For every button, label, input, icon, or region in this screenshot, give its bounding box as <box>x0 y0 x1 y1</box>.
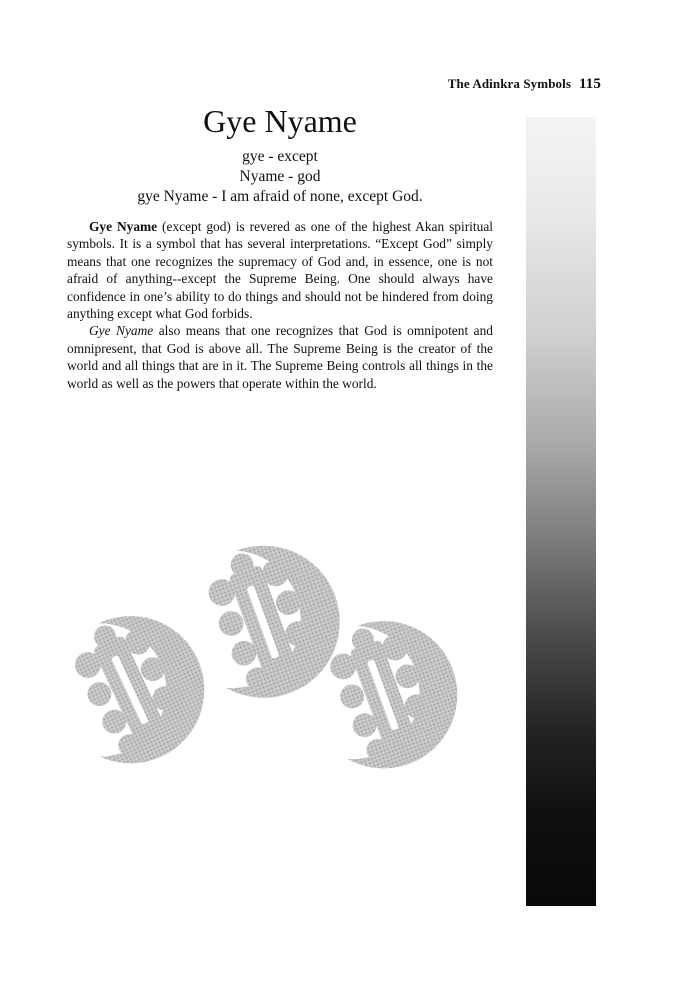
etymology-block <box>60 147 500 207</box>
body-text <box>67 218 493 392</box>
paragraph <box>67 322 493 392</box>
gye-nyame-symbol-icon <box>183 530 361 713</box>
gradient-side-bar <box>526 117 596 906</box>
page-title: Gye Nyame <box>203 103 357 139</box>
paragraph-lead: Gye Nyame <box>89 323 154 339</box>
gye-nyame-symbol-icon <box>49 592 229 780</box>
paragraph-lead: Gye Nyame <box>89 219 158 234</box>
running-title: The Adinkra Symbols <box>447 76 572 91</box>
paragraph <box>67 218 493 322</box>
page-number: 115 <box>579 76 601 92</box>
etymology-line: gye - except <box>242 148 318 165</box>
etymology-line: Nyame - god <box>239 168 321 185</box>
paragraph-text: (except god) is revered as one of the highest Akan spiritual symbols. It is a symbol that has several interpretations. “Except God” simply means that one recognizes the supremacy of God and, in essence, one is not afraid of anything--except the Supreme Being. One should always have confidence in one’s ability to do things and should not be hindered from doing anything except what God forbids. <box>67 219 493 322</box>
etymology-line: gye Nyame - I am afraid of none, except God. <box>137 188 423 205</box>
gye-nyame-illustration <box>48 530 498 790</box>
running-header <box>448 76 601 93</box>
paragraph-text: also means that one recognizes that God is omnipotent and omnipresent, that God is above all. The Supreme Being is the creator of the world and all things that are in it. The Supreme Being controls all things in the world as well as the powers that operate within the world. <box>67 323 493 391</box>
